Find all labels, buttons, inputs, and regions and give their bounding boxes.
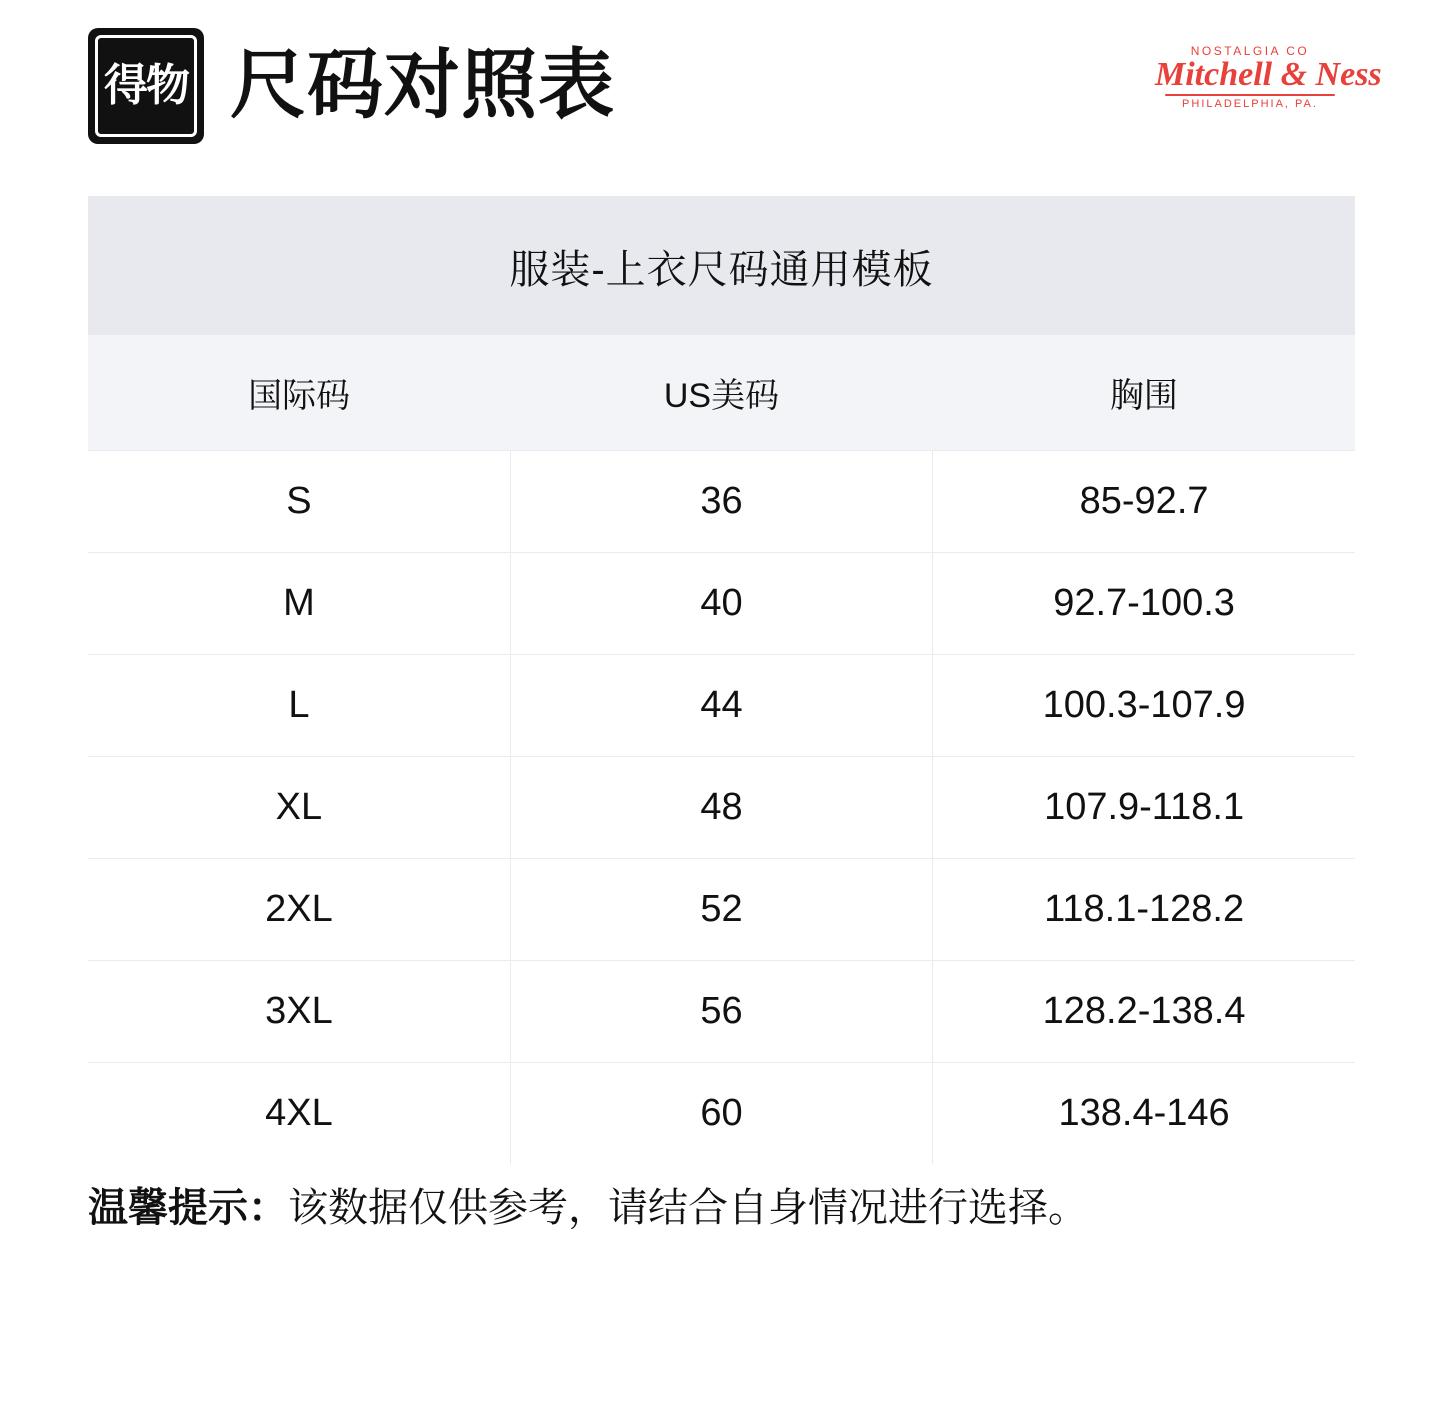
cell-size: XL [88, 757, 510, 859]
size-chart-section [88, 196, 1355, 1164]
cell-chest: 128.2-138.4 [933, 961, 1355, 1063]
cell-us-size: 44 [510, 655, 932, 757]
table-caption: 服装-上衣尺码通用模板 [88, 196, 1355, 335]
brand-tagline-bottom: PHILADELPHIA, PA. [1182, 98, 1318, 110]
page-header [0, 0, 1443, 196]
table-row [88, 655, 1355, 757]
brand-block [88, 28, 615, 144]
cell-size: 2XL [88, 859, 510, 961]
cell-us-size: 56 [510, 961, 932, 1063]
dewu-logo-text: 得物 [95, 35, 197, 137]
column-header-us: US美码 [510, 335, 932, 451]
disclaimer-text: 该数据仅供参考，请结合自身情况进行选择。 [288, 1186, 1088, 1230]
brand-tagline-top: NOSTALGIA CO [1190, 44, 1310, 58]
table-row [88, 859, 1355, 961]
table-row [88, 1063, 1355, 1165]
table-row [88, 553, 1355, 655]
cell-us-size: 52 [510, 859, 932, 961]
brand-divider [1165, 94, 1335, 96]
cell-us-size: 48 [510, 757, 932, 859]
page-title: 尺码对照表 [230, 43, 615, 128]
column-header-international: 国际码 [88, 335, 510, 451]
cell-chest: 107.9-118.1 [933, 757, 1355, 859]
cell-chest: 100.3-107.9 [933, 655, 1355, 757]
mitchell-and-ness-logo [1155, 44, 1382, 110]
cell-us-size: 40 [510, 553, 932, 655]
cell-us-size: 60 [510, 1063, 932, 1165]
cell-size: 3XL [88, 961, 510, 1063]
cell-size: M [88, 553, 510, 655]
cell-size: S [88, 451, 510, 553]
table-row [88, 961, 1355, 1063]
column-header-chest: 胸围 [933, 335, 1355, 451]
disclaimer-label: 温馨提示： [88, 1186, 288, 1230]
table-row [88, 451, 1355, 553]
table-header-row [88, 335, 1355, 451]
dewu-logo-icon [88, 28, 204, 144]
table-row [88, 757, 1355, 859]
cell-size: L [88, 655, 510, 757]
cell-chest: 92.7-100.3 [933, 553, 1355, 655]
cell-chest: 118.1-128.2 [933, 859, 1355, 961]
cell-us-size: 36 [510, 451, 932, 553]
brand-name: Mitchell & Ness [1155, 56, 1382, 93]
cell-chest: 85-92.7 [933, 451, 1355, 553]
size-chart-table [88, 335, 1355, 1164]
cell-size: 4XL [88, 1063, 510, 1165]
cell-chest: 138.4-146 [933, 1063, 1355, 1165]
disclaimer-note [88, 1182, 1355, 1234]
